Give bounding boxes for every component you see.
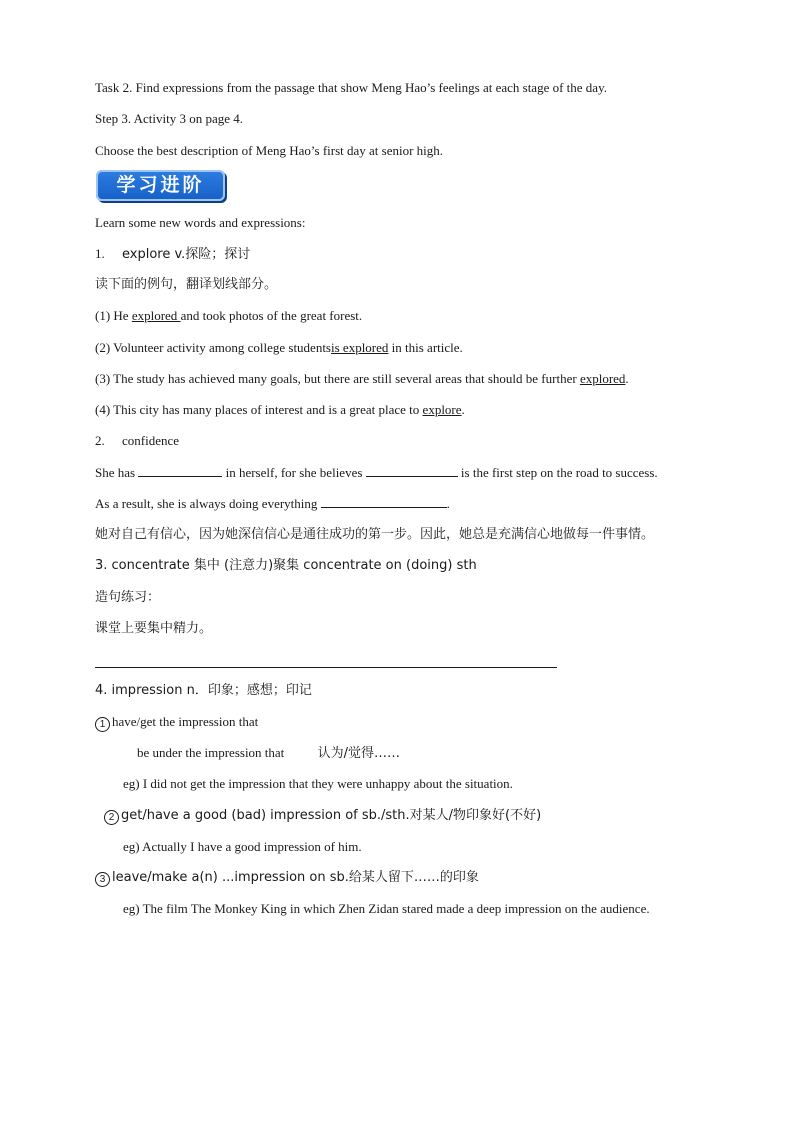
word1-instruction: 读下面的例句，翻译划线部分。 <box>95 277 278 292</box>
example-1-underlined: explored <box>131 308 181 323</box>
example-1-post: and took photos of the great forest. <box>180 308 363 323</box>
sentence-2-period: . <box>446 496 450 511</box>
answer-blank-1[interactable] <box>138 464 222 477</box>
word2-word: confidence <box>122 433 180 448</box>
usage-3-text: leave/make a(n) ...impression on sb.给某人留下……的印象 <box>112 870 479 885</box>
confidence-sentence-1 <box>95 464 658 481</box>
sentence-1-part-a: She has <box>95 465 136 480</box>
circled-number-3: 3 <box>95 872 110 887</box>
answer-blank-2[interactable] <box>366 464 458 477</box>
example-2-underlined: is explored <box>331 340 389 355</box>
word3-practice-label: 造句练习： <box>95 590 161 605</box>
sentence-1-part-c: is the first step on the road to success. <box>460 465 658 480</box>
example-3 <box>95 371 629 387</box>
word2-heading <box>95 433 179 449</box>
word3-heading: 3. concentrate 集中 (注意力)聚集 concentrate on (doing) sth <box>95 558 477 573</box>
task2-text: Task 2. Find expressions from the passage that show Meng Hao’s feelings at each stage of the day. <box>95 80 607 95</box>
sentence-1-part-b: in herself, for she believes <box>225 465 363 480</box>
usage-1b <box>137 745 400 762</box>
example-1 <box>95 308 362 324</box>
confidence-sentence-2 <box>95 495 450 512</box>
learn-text: Learn some new words and expressions: <box>95 215 306 230</box>
example-4-underlined: explore <box>422 402 462 417</box>
word4-heading: 4. impression n．印象；感想；印记 <box>95 683 312 698</box>
word1-number: 1. <box>95 246 105 261</box>
example-3-post: . <box>625 371 629 386</box>
usage-3-example: eg) The film The Monkey King in which Zhen Zidan stared made a deep impression on the audience. <box>123 901 650 916</box>
section-banner: 学习进阶 <box>96 170 225 201</box>
answer-line[interactable] <box>95 667 557 668</box>
circled-number-2: 2 <box>104 810 119 825</box>
example-2-post: in this article. <box>388 340 463 355</box>
usage-1 <box>95 714 258 732</box>
word1-heading <box>95 246 250 263</box>
choose-text: Choose the best description of Meng Hao’s first day at senior high. <box>95 143 444 158</box>
answer-blank-3[interactable] <box>321 495 447 508</box>
word1-word: explore v.探险；探讨 <box>122 247 251 262</box>
example-4-post: . <box>461 402 465 417</box>
example-3-underlined: explored <box>579 371 626 386</box>
usage-2-text: get/have a good (bad) impression of sb./sth.对某人/物印象好(不好) <box>121 808 542 823</box>
usage-3 <box>95 870 479 887</box>
confidence-chinese: 她对自己有信心，因为她深信信心是通往成功的第一步。因此，她总是充满信心地做每一件事情。 <box>95 527 655 542</box>
example-1-pre: (1) He <box>95 308 132 323</box>
usage-1b-text: be under the impression that <box>137 745 285 760</box>
example-4 <box>95 402 465 418</box>
sentence-2-part-a: As a result, she is always doing everything <box>95 496 318 511</box>
usage-2 <box>104 808 541 825</box>
word2-number: 2. <box>95 433 105 448</box>
circled-number-1: 1 <box>95 717 110 732</box>
example-3-pre: (3) The study has achieved many goals, but there are still several areas that should be further <box>95 371 580 386</box>
usage-1-example: eg) I did not get the impression that they were unhappy about the situation. <box>123 776 513 791</box>
usage-1b-meaning: 认为/觉得…… <box>317 746 400 761</box>
word3-practice-sentence: 课堂上要集中精力。 <box>95 621 213 636</box>
example-2 <box>95 340 463 356</box>
usage-1-text: have/get the impression that <box>112 714 259 729</box>
usage-2-example: eg) Actually I have a good impression of him. <box>123 839 362 854</box>
step3-text: Step 3. Activity 3 on page 4. <box>95 111 244 126</box>
example-2-pre: (2) Volunteer activity among college students <box>95 340 331 355</box>
example-4-pre: (4) This city has many places of interest and is a great place to <box>95 402 423 417</box>
